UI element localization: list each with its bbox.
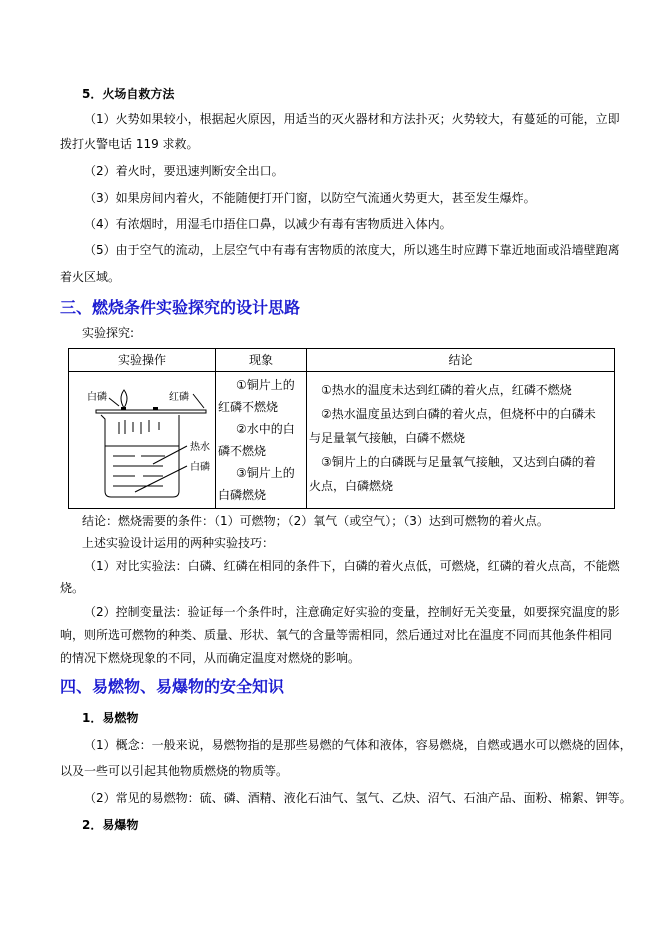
section-title-fire-self-rescue: 5．火场自救方法 (82, 87, 175, 101)
section-heading-4: 四、易燃物、易爆物的安全知识 (60, 677, 285, 696)
paragraph-line: （1）对比实验法：白磷、红磷在相同的条件下，白磷的着火点低，可燃烧，红磷的着火点高，不能燃 (84, 559, 620, 573)
header-conclusion: 结论 (307, 349, 615, 372)
paragraph-line: （2）着火时，要迅速判断安全出口。 (84, 164, 284, 178)
subsection-title-explosives: 2．易爆物 (82, 818, 139, 832)
conclusion-line: ③铜片上的白磷既与足量氧气接触，又达到白磷的着 (321, 455, 596, 469)
experiment-table (68, 348, 615, 509)
paragraph-line: 上述实验设计运用的两种实验技巧： (82, 536, 275, 550)
beaker-experiment-figure (69, 372, 215, 508)
conclusion-line: ②热水温度虽达到白磷的着火点，但烧杯中的白磷未 (321, 407, 596, 421)
hot-water-label: 热水 (190, 442, 210, 453)
paragraph-line: （1）火势如果较小，根据起火原因，用适当的灭火器材和方法扑灭；火势较大，有蔓延的可能，立即 (84, 112, 620, 126)
paragraph-line: （4）有浓烟时，用湿毛巾捂住口鼻，以减少有毒有害物质进入体内。 (84, 217, 452, 231)
paragraph-line: （5）由于空气的流动，上层空气中有毒有害物质的浓度大，所以逃生时应蹲下靠近地面或沿墙壁跑离 (84, 243, 620, 257)
paragraph-line: （2）常见的易燃物：硫、磷、酒精、液化石油气、氢气、乙炔、沼气、石油产品、面粉、棉絮、钾等。 (84, 791, 632, 805)
paragraph-line: （3）如果房间内着火，不能随便打开门窗，以防空气流通火势更大，甚至发生爆炸。 (84, 191, 536, 205)
subsection-title-flammables: 1．易燃物 (82, 711, 139, 725)
paragraph-line: 响，则所选可燃物的种类、质量、形状、氧气的含量等需相同，然后通过对比在温度不同而其他条件相同 (60, 628, 613, 642)
phenomenon-line: 白磷燃烧 (218, 488, 267, 502)
phenomenon-cell (216, 372, 307, 509)
paragraph-line: 以及一些可以引起其他物质燃烧的物质等。 (60, 764, 289, 778)
phenomenon-line: ③铜片上的 (236, 466, 295, 480)
header-phenomenon: 现象 (216, 349, 307, 372)
paragraph-line: 烧。 (60, 581, 85, 595)
conclusion-line: 与足量氧气接触，白磷不燃烧 (309, 431, 466, 445)
conclusion-line: 火点，白磷燃烧 (309, 479, 394, 493)
paragraph-line: 的情况下燃烧现象的不同，从而确定温度对燃烧的影响。 (60, 651, 361, 665)
experiment-intro: 实验探究: (82, 326, 135, 340)
white-phosphorus-in-water-label: 白磷 (190, 462, 210, 473)
header-operation: 实验操作 (69, 349, 216, 372)
phenomenon-line: 红磷不燃烧 (218, 400, 279, 414)
section-heading-3: 三、燃烧条件实验探究的设计思路 (60, 298, 301, 317)
paragraph-line: 结论：燃烧需要的条件：（1）可燃物；（2）氧气（或空气）；（3）达到可燃物的着火点。 (82, 514, 549, 528)
experiment-figure-cell (69, 372, 216, 509)
white-phosphorus-label: 白磷 (87, 392, 107, 403)
phenomenon-line: 磷不燃烧 (218, 444, 267, 458)
conclusion-cell (307, 372, 615, 509)
paragraph-line: （2）控制变量法：验证每一个条件时，注意确定好实验的变量，控制好无关变量，如要探究温度的影 (84, 605, 620, 619)
paragraph-line: （1）概念：一般来说，易燃物指的是那些易燃的气体和液体，容易燃烧，自燃或遇水可以燃烧的固体， (84, 738, 632, 752)
paragraph-line: 拨打火警电话 119 求救。 (60, 137, 199, 151)
phenomenon-line: ①铜片上的 (236, 378, 295, 392)
paragraph-line: 着火区域。 (60, 270, 121, 284)
red-phosphorus-label: 红磷 (169, 392, 189, 403)
conclusion-line: ①热水的温度未达到红磷的着火点，红磷不燃烧 (321, 383, 572, 397)
phenomenon-line: ②水中的白 (236, 422, 295, 436)
